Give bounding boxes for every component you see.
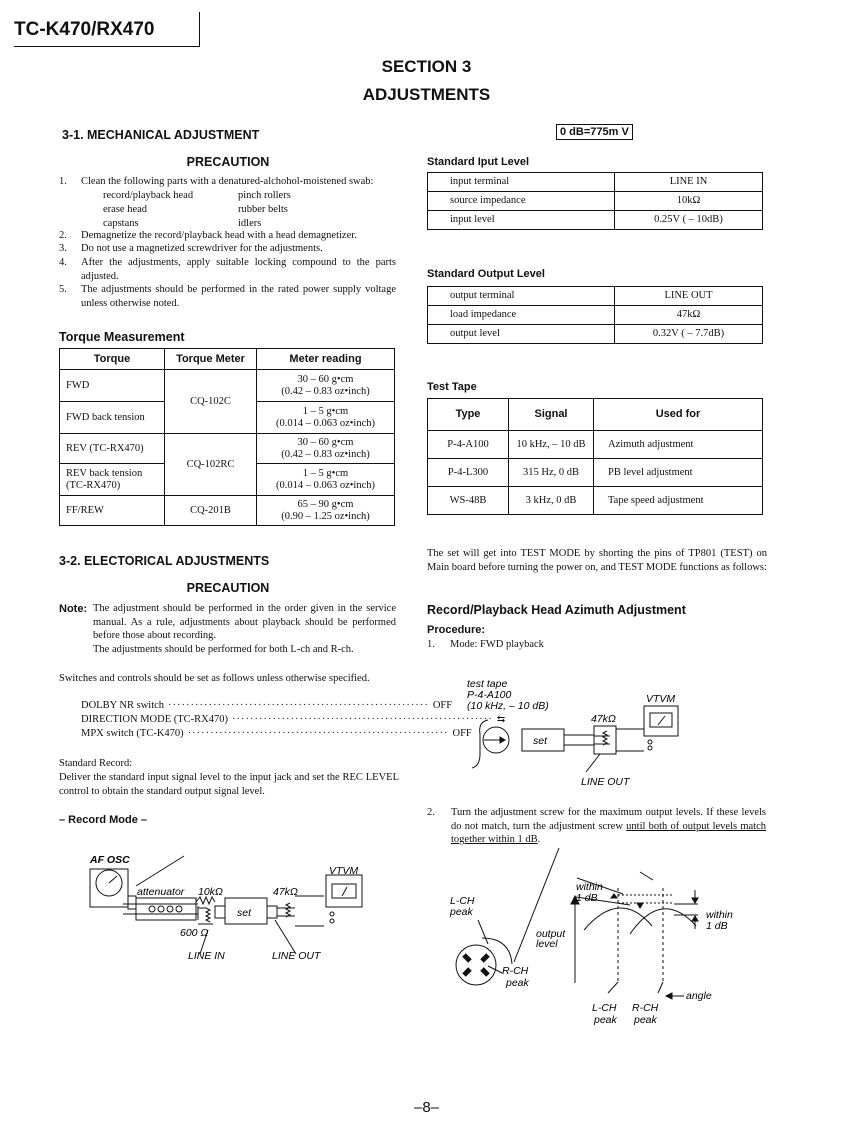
step-2-text: Turn the adjustment screw for the maximum output levels. If these levels do not match, turn the adjustment screw until both of output levels match together within 1 dB. (451, 807, 766, 846)
column-header: Used for (594, 399, 763, 431)
bottom-lch-label: peak (594, 1014, 617, 1026)
azimuth-diagram (440, 848, 760, 1028)
list-item: 1. Clean the following parts with a denatured-alchohol-moistened swab: record/playback head pinch rollers erase head rubber belts capstans idlers (59, 175, 396, 229)
switch-name: DOLBY NR switch (81, 700, 165, 711)
part-name: capstans (103, 217, 139, 229)
table-cell: LINE IN (615, 173, 763, 192)
lch-peak-label: L-CH (450, 895, 475, 907)
test-mode-text: The set will get into TEST MODE by shorting the pins of TP801 (TEST) on Main board before turning the power on, and TEST MODE functions as follows: (427, 548, 767, 573)
line-in-label: LINE IN (188, 950, 225, 962)
step-2-number: 2. (427, 807, 435, 818)
switch-settings (81, 699, 506, 741)
lch-peak-label: peak (450, 906, 473, 918)
table-row (428, 287, 763, 306)
table-row (428, 211, 763, 230)
part-name: pinch rollers (238, 189, 291, 201)
resistor-47k-label: 47kΩ (591, 713, 616, 725)
part-name: rubber belts (238, 203, 288, 215)
step-1-text: Mode: FWD playback (450, 639, 544, 650)
torque-cell: FWD back tension (60, 402, 165, 434)
table-cell: load impedance (428, 306, 615, 325)
af-osc-label: AF OSC (90, 854, 130, 866)
within-label: within (576, 881, 603, 893)
within-label-right: 1 dB (706, 920, 728, 932)
mechanical-adjustment-heading: 3-1. MECHANICAL ADJUSTMENT (62, 128, 260, 142)
note-paragraph: The adjustments should be performed for both L-ch and R-ch. (93, 643, 354, 655)
torque-cell: REV back tension (TC-RX470) (60, 464, 165, 496)
table-cell: 0.25V ( – 10dB) (615, 211, 763, 230)
note-paragraph: The adjustment should be performed in the order given in the service manual. As a rule, adjustments about playback should be performed before those about recording. (93, 603, 396, 642)
vtvm-box (326, 875, 362, 907)
list-item: 2. Demagnetize the record/playback head with a head demagnetizer. (59, 229, 357, 241)
rch-peak-label: peak (506, 977, 529, 989)
torque-cell: REV (TC-RX470) (60, 434, 165, 464)
part-name: record/playback head (103, 189, 194, 201)
tape-curve (472, 720, 488, 768)
header-rule-vertical (199, 12, 200, 47)
table-cell: 10kΩ (615, 192, 763, 211)
reading-cell: 1 – 5 g•cm (0.014 – 0.063 oz•inch) (257, 402, 395, 434)
within-label-right: within (706, 909, 733, 921)
angle-label: angle (686, 990, 712, 1002)
part-name: idlers (238, 217, 262, 229)
standard-output-table (427, 286, 763, 344)
test-tape-label: test tape (467, 678, 508, 690)
switch-value: OFF (452, 728, 472, 739)
table-cell: output terminal (428, 287, 615, 306)
list-item: 5. The adjustments should be performed in the rated power supply voltage unless otherwise noted. (59, 284, 396, 309)
azimuth-adjustment-heading: Record/Playback Head Azimuth Adjustment (427, 603, 686, 617)
output-level-label: level (536, 938, 558, 950)
switch-value: OFF (432, 700, 453, 711)
bottom-lch-label: L-CH (592, 1002, 617, 1014)
set-label: set (533, 735, 548, 747)
within-label: 1 dB (576, 892, 598, 904)
switch-name: DIRECTION MODE (TC-RX470) (81, 714, 228, 725)
meter-cell: CQ-102RC (165, 434, 257, 496)
line-out-label: LINE OUT (272, 950, 321, 962)
switch-row: DIRECTION MODE (TC-RX470) ·························································· ⇆ (81, 714, 506, 725)
section-number: SECTION 3 (381, 57, 472, 76)
table-row (428, 325, 763, 344)
resistor-10k-label: 10kΩ (198, 886, 223, 898)
meter-cell: CQ-201B (165, 496, 257, 526)
reading-cell: 1 – 5 g•cm (0.014 – 0.063 oz•inch) (257, 464, 395, 496)
column-header: Signal (509, 399, 594, 431)
reading-cell: 65 – 90 g•cm (0.90 – 1.25 oz•inch) (257, 496, 395, 526)
reading-cell: 30 – 60 g•cm (0.42 – 0.83 oz•inch) (257, 370, 395, 402)
column-header: Type (428, 399, 509, 431)
page-number: –8– (413, 1099, 440, 1116)
set-label: set (237, 907, 252, 919)
list-item: 3. Do not use a magnetized screwdriver for the adjustments. (59, 243, 323, 255)
note-text (93, 602, 396, 657)
column-header: Torque (60, 349, 165, 370)
table-cell: LINE OUT (615, 287, 763, 306)
table-cell: output level (428, 325, 615, 344)
resistor-600-label: 600 Ω (180, 927, 209, 939)
switches-intro: Switches and controls should be set as follows unless otherwise specified. (59, 673, 370, 684)
table-cell: 47kΩ (615, 306, 763, 325)
table-row (60, 496, 395, 526)
torque-measurement-heading: Torque Measurement (59, 330, 185, 344)
head-circle (456, 945, 496, 985)
table-cell: Azimuth adjustment (594, 431, 763, 459)
table-row (428, 459, 763, 487)
test-tape-table (427, 398, 763, 515)
bottom-rch-label: R-CH (632, 1002, 659, 1014)
table-cell: input level (428, 211, 615, 230)
table-cell: 3 kHz, 0 dB (509, 487, 594, 515)
af-osc-box (90, 869, 128, 907)
playback-diagram (460, 676, 700, 790)
record-mode-diagram (80, 848, 380, 968)
table-cell: source impedance (428, 192, 615, 211)
table-row (428, 431, 763, 459)
table-cell: 0.32V ( – 7.7dB) (615, 325, 763, 344)
vtvm-label: VTVM (646, 693, 676, 705)
standard-input-table (427, 172, 763, 230)
precaution-heading: PRECAUTION (186, 155, 270, 169)
table-cell: 10 kHz, – 10 dB (509, 431, 594, 459)
standard-input-heading: Standard Iput Level (427, 156, 530, 168)
record-mode-label: – Record Mode – (59, 814, 148, 826)
part-name: erase head (103, 203, 148, 215)
table-cell: input terminal (428, 173, 615, 192)
test-tape-heading: Test Tape (427, 381, 477, 393)
reading-cell: 30 – 60 g•cm (0.42 – 0.83 oz•inch) (257, 434, 395, 464)
table-row (428, 306, 763, 325)
table-row (60, 370, 395, 402)
resistor-47k-label: 47kΩ (273, 886, 298, 898)
list-item: 4. After the adjustments, apply suitable locking compound to the parts adjusted. (59, 256, 396, 282)
header-rule (14, 46, 200, 47)
parts-list (81, 189, 396, 229)
db-reference: 0 dB=775m V (556, 124, 633, 140)
table-cell: WS-48B (428, 487, 509, 515)
attenuator-label: attenuator (137, 886, 185, 898)
torque-cell: FF/REW (60, 496, 165, 526)
standard-record-text: Deliver the standard input signal level to the input jack and set the REC LEVEL control to obtain the standard output signal level. (59, 772, 399, 797)
note-label: Note: (59, 603, 88, 615)
column-header: Meter reading (257, 349, 395, 370)
meter-cell: CQ-102C (165, 370, 257, 434)
column-header: Torque Meter (165, 349, 257, 370)
tape-name-label: P-4-A100 (467, 689, 512, 701)
table-cell: Tape speed adjustment (594, 487, 763, 515)
step-1-number: 1. (427, 639, 435, 650)
table-cell: PB level adjustment (594, 459, 763, 487)
torque-cell: FWD (60, 370, 165, 402)
table-cell: P-4-A100 (428, 431, 509, 459)
table-row (428, 173, 763, 192)
output-level-label: output (536, 928, 566, 940)
standard-record-label: Standard Record: (59, 758, 133, 769)
switch-name: MPX switch (TC-K470) (81, 728, 184, 739)
switch-row: DOLBY NR switch ·························································· OFF (81, 700, 453, 711)
adjust-arc (482, 938, 512, 964)
rch-peak-label: R-CH (502, 965, 529, 977)
procedure-label: Procedure: (427, 624, 486, 636)
table-cell: 315 Hz, 0 dB (509, 459, 594, 487)
tape-signal-label: (10 kHz, – 10 dB) (467, 700, 549, 712)
vtvm-label: VTVM (329, 865, 359, 877)
model-number: TC-K470/RX470 (14, 19, 155, 40)
section-title: ADJUSTMENTS (362, 85, 491, 104)
precaution-list (59, 175, 396, 310)
electrical-adjustments-heading: 3-2. ELECTORICAL ADJUSTMENTS (59, 554, 270, 568)
torque-table (59, 348, 395, 526)
standard-output-heading: Standard Output Level (427, 268, 545, 280)
precaution-heading-2: PRECAUTION (186, 581, 270, 595)
bottom-rch-label: peak (634, 1014, 657, 1026)
switch-row: MPX switch (TC-K470) ·························································· OFF (81, 728, 472, 739)
switch-value: ⇆ (496, 714, 506, 725)
table-row (428, 192, 763, 211)
table-cell: P-4-L300 (428, 459, 509, 487)
table-row (428, 487, 763, 515)
table-row (60, 434, 395, 464)
line-out-label: LINE OUT (581, 776, 630, 788)
